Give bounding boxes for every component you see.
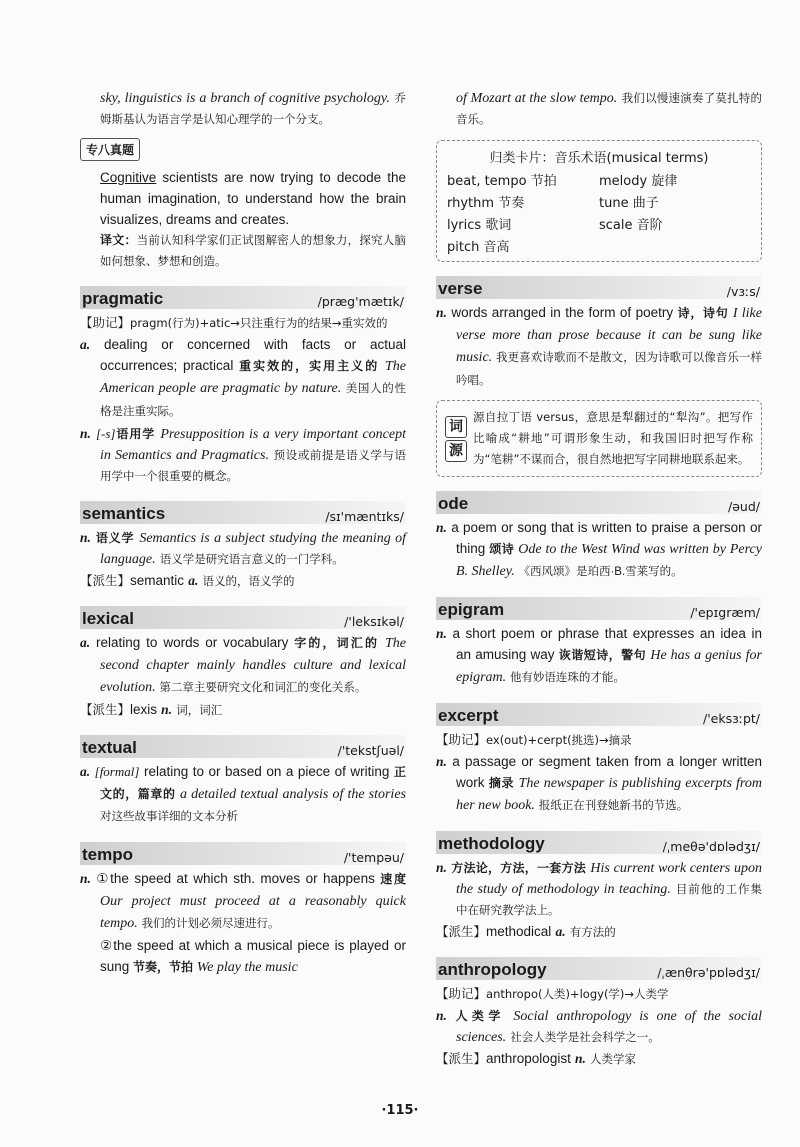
definition: a short poem or phrase that expresses an idea in an amusing way [452, 626, 762, 662]
derivative-label: 【派生】 [436, 1051, 487, 1066]
example: The second chapter mainly handles culture and lexical evolution. [100, 636, 406, 695]
pos: n. [436, 626, 447, 641]
derivative-zh: 有方法的 [569, 925, 616, 939]
example: He has a genius for epigram. [456, 648, 762, 685]
example-zh: 第二章主要研究文化和词汇的变化关系。 [159, 682, 367, 694]
pos: n. [436, 1008, 447, 1023]
derivative-label: 【派生】 [80, 702, 131, 717]
phonetic: /ˌmeθə'dɒlədʒɪ/ [662, 839, 760, 854]
sense-number: ② [100, 938, 114, 953]
definition: the speed at which sth. moves or happens [110, 871, 375, 886]
headword: pragmatic [82, 289, 164, 308]
card-title: 归类卡片：音乐术语(musical terms) [489, 151, 709, 166]
definition: a poem or song that is written to praise a person or thing [451, 520, 762, 556]
example-zh: 报纸正在刊登她新书的节选。 [538, 800, 689, 812]
continued-example-en: of Mozart at the slow tempo. [456, 91, 618, 106]
exam-underlined-word: Cognitive [100, 170, 157, 185]
example: I like verse more than prose because it can be sung like music. [456, 306, 762, 365]
pos: n. [436, 520, 447, 535]
definition-zh: 正文的，篇章的 [100, 765, 406, 801]
example-zh: 目前他的工作集中在研究教学法上。 [456, 882, 763, 917]
usage-tag: [-s] [95, 426, 116, 441]
definition: a passage or segment taken from a longer written work [452, 754, 762, 790]
derivative-zh: 词，词汇 [176, 703, 223, 717]
translation-text: 当前认知科学家们正试图解密人的想象力，探究人脑如何想象、梦想和创造。 [100, 233, 406, 268]
entry-lexical [80, 606, 406, 721]
headword-bar [436, 276, 762, 299]
example: Presupposition is a very important concept in Semantics and Pragmatics. [100, 427, 406, 463]
right-column [436, 88, 762, 1070]
definition-zh: 方法论，方法，一套方法 [451, 861, 587, 875]
phonetic: /vɜːs/ [726, 284, 760, 299]
phonetic: /'epɪgræm/ [690, 605, 760, 620]
continued-example-zh: 我们以慢速演奏了莫扎特的音乐。 [456, 91, 763, 126]
headword: ode [438, 494, 469, 513]
definition-zh: 节奏，节拍 [133, 960, 194, 974]
pos: n. [574, 1051, 586, 1066]
phonetic: /præg'mætɪk/ [317, 294, 404, 309]
headword-bar [436, 703, 762, 726]
derivative-label: 【派生】 [80, 573, 131, 588]
example: We play the music [196, 960, 298, 975]
definition-zh: 字的，词汇的 [294, 636, 380, 650]
continued-example [436, 88, 762, 130]
mnemonic: anthropo(人类)+logy(学)→人类学 [486, 987, 669, 1001]
usage-tag: [formal] [94, 764, 140, 779]
headword-bar [436, 597, 762, 620]
card-grid [447, 170, 751, 255]
card-item: pitch 音高 [447, 240, 510, 255]
definition-zh: 语用学 [115, 427, 156, 441]
continued-example-zh: 乔姆斯基认为语言学是认知心理学的一个分支。 [100, 91, 406, 126]
pos: n. [80, 426, 91, 441]
headword: methodology [438, 834, 545, 853]
pos: a. [80, 337, 91, 352]
definition-zh: 语义学 [95, 531, 135, 545]
entry-excerpt [436, 703, 762, 817]
continued-example [80, 88, 406, 130]
headword-bar [436, 491, 762, 514]
definition: dealing or concerned with facts or actual occurrences; practical [100, 337, 406, 373]
definition: words arranged in the form of poetry [451, 305, 674, 320]
example: The American people are pragmatic by nature. [100, 359, 406, 396]
headword-bar [80, 606, 406, 629]
example: Semantics is a subject studying the meaning of language. [100, 531, 406, 567]
headword-bar [80, 501, 406, 524]
definition-zh: 摘录 [488, 776, 515, 790]
phonetic: /ˌænθrə'pɒlədʒɪ/ [657, 965, 760, 980]
example-zh: 预设或前提是语义学与语用学中一个很重要的概念。 [100, 448, 406, 483]
translation-label: 译文： [100, 233, 137, 247]
pos: n. [436, 754, 447, 769]
definition: relating to or based on a piece of writing [143, 764, 390, 779]
pos: a. [555, 924, 566, 939]
phonetic: /'tekstʃuəl/ [337, 743, 404, 758]
headword: textual [82, 738, 137, 757]
definition-zh: 颂诗 [489, 542, 515, 556]
card-item: tune 曲子 [599, 196, 659, 211]
headword: tempo [82, 845, 133, 864]
example-zh: 我们的计划必须尽速进行。 [141, 918, 280, 930]
example: Ode to the West Wind was written by Percy B. Shelley. [456, 542, 762, 579]
etymology-badge-char: 词 [445, 416, 467, 438]
card-item: lyrics 歌词 [447, 218, 512, 233]
entry-tempo [80, 842, 406, 978]
definition: the speed at which a musical piece is played or sung [100, 938, 406, 974]
example: Our project must proceed at a reasonably quick tempo. [100, 894, 406, 931]
phonetic: /əud/ [728, 499, 760, 514]
definition-zh: 诙谐短诗，警句 [558, 648, 647, 662]
pos: n. [161, 702, 173, 717]
derivative-word: methodical [486, 924, 552, 939]
card-item: beat, tempo 节拍 [447, 174, 557, 189]
definition-zh: 速度 [380, 872, 406, 886]
headword: semantics [82, 504, 166, 523]
mnemonic-label: 【助记】 [436, 732, 487, 747]
mnemonic-label: 【助记】 [80, 315, 131, 330]
derivative-word: lexis [130, 702, 158, 717]
headword-bar [80, 286, 406, 309]
exam-text: scientists are now trying to decode the human imagination, to understand how the brain visualizes, dreams and creates. [100, 170, 406, 227]
pos: n. [436, 860, 447, 875]
exam-passage [80, 167, 406, 272]
headword-bar [436, 957, 762, 980]
derivative-word: anthropologist [486, 1051, 571, 1066]
entry-epigram [436, 597, 762, 689]
derivative-label: 【派生】 [436, 924, 487, 939]
card-item: scale 音阶 [599, 218, 663, 233]
pos: a. [80, 764, 91, 779]
phonetic: /'leksɪkəl/ [344, 614, 404, 629]
phonetic: /sɪ'mæntɪks/ [325, 509, 404, 524]
card-item: melody 旋律 [599, 174, 678, 189]
exam-tag: 专八真题 [80, 138, 140, 161]
entry-textual [80, 735, 406, 828]
example-zh: 《西风颂》是珀西·B.雪莱写的。 [518, 566, 683, 578]
definition-zh: 重实效的，实用主义的 [239, 359, 380, 373]
etymology-box [436, 400, 762, 477]
phonetic: /'eksɜːpt/ [703, 711, 760, 726]
example-zh: 我更喜欢诗歌而不是散文，因为诗歌可以像音乐一样吟唱。 [456, 352, 762, 387]
etymology-text: 源自拉丁语 versus，意思是犁翻过的“犁沟”。把写作比喻成“耕地”可谓形象生动，和我国旧时把写作称为“笔耕”不谋而合，很自然地把写字同耕地联系起来。 [473, 410, 753, 466]
entry-semantics [80, 501, 406, 592]
card-item: rhythm 节奏 [447, 196, 525, 211]
pos: n. [80, 871, 91, 886]
example-zh: 对这些故事详细的文本分析 [100, 811, 238, 823]
derivative-zh: 人类学家 [590, 1052, 636, 1066]
example: Social anthropology is one of the social sciences. [456, 1009, 762, 1045]
example-zh: 他有妙语连珠的才能。 [509, 672, 625, 684]
entry-verse [436, 276, 762, 477]
pos: n. [80, 530, 91, 545]
pos: a. [188, 573, 199, 588]
headword-bar [436, 831, 762, 854]
headword: excerpt [438, 706, 499, 725]
page-number: ·115· [381, 1103, 419, 1118]
headword-bar [80, 842, 406, 865]
entry-pragmatic [80, 286, 406, 487]
entry-anthropology [436, 957, 762, 1070]
definition-zh: 诗，诗句 [677, 306, 729, 320]
category-card [436, 140, 762, 262]
definition: relating to words or vocabulary [96, 635, 289, 650]
left-column [80, 88, 406, 978]
mnemonic-label: 【助记】 [436, 986, 487, 1001]
example: The newspaper is publishing excerpts from her new book. [456, 776, 762, 813]
example-zh: 语义学是研究语言意义的一门学科。 [159, 552, 344, 566]
pos: a. [80, 635, 91, 650]
headword: lexical [82, 609, 134, 628]
headword-bar [80, 735, 406, 758]
etymology-badge-char: 源 [445, 440, 467, 462]
definition-zh: 人类学 [455, 1009, 505, 1023]
derivative-zh: 语义的，语义学的 [202, 574, 295, 588]
phonetic: /'tempəu/ [343, 850, 404, 865]
headword: verse [438, 279, 483, 298]
mnemonic: ex(out)+cerpt(挑选)→摘录 [486, 733, 632, 747]
etymology-badge [445, 407, 467, 470]
pos: n. [436, 305, 447, 320]
derivative-word: semantic [130, 573, 185, 588]
mnemonic: pragm(行为)+atic→只注重行为的结果→重实效的 [130, 316, 388, 330]
example-zh: 社会人类学是社会科学之一。 [510, 1030, 660, 1044]
example-zh: 美国人的性格是注重实际。 [100, 383, 407, 418]
headword: epigram [438, 600, 505, 619]
example: a detailed textual analysis of the stories [179, 787, 406, 802]
entry-methodology [436, 831, 762, 943]
sense-number: ① [96, 871, 111, 886]
entry-ode [436, 491, 762, 583]
continued-example-en: sky, linguistics is a branch of cognitive psychology. [100, 91, 390, 106]
headword: anthropology [438, 960, 547, 979]
example: His current work centers upon the study of methodology in teaching. [456, 861, 762, 897]
